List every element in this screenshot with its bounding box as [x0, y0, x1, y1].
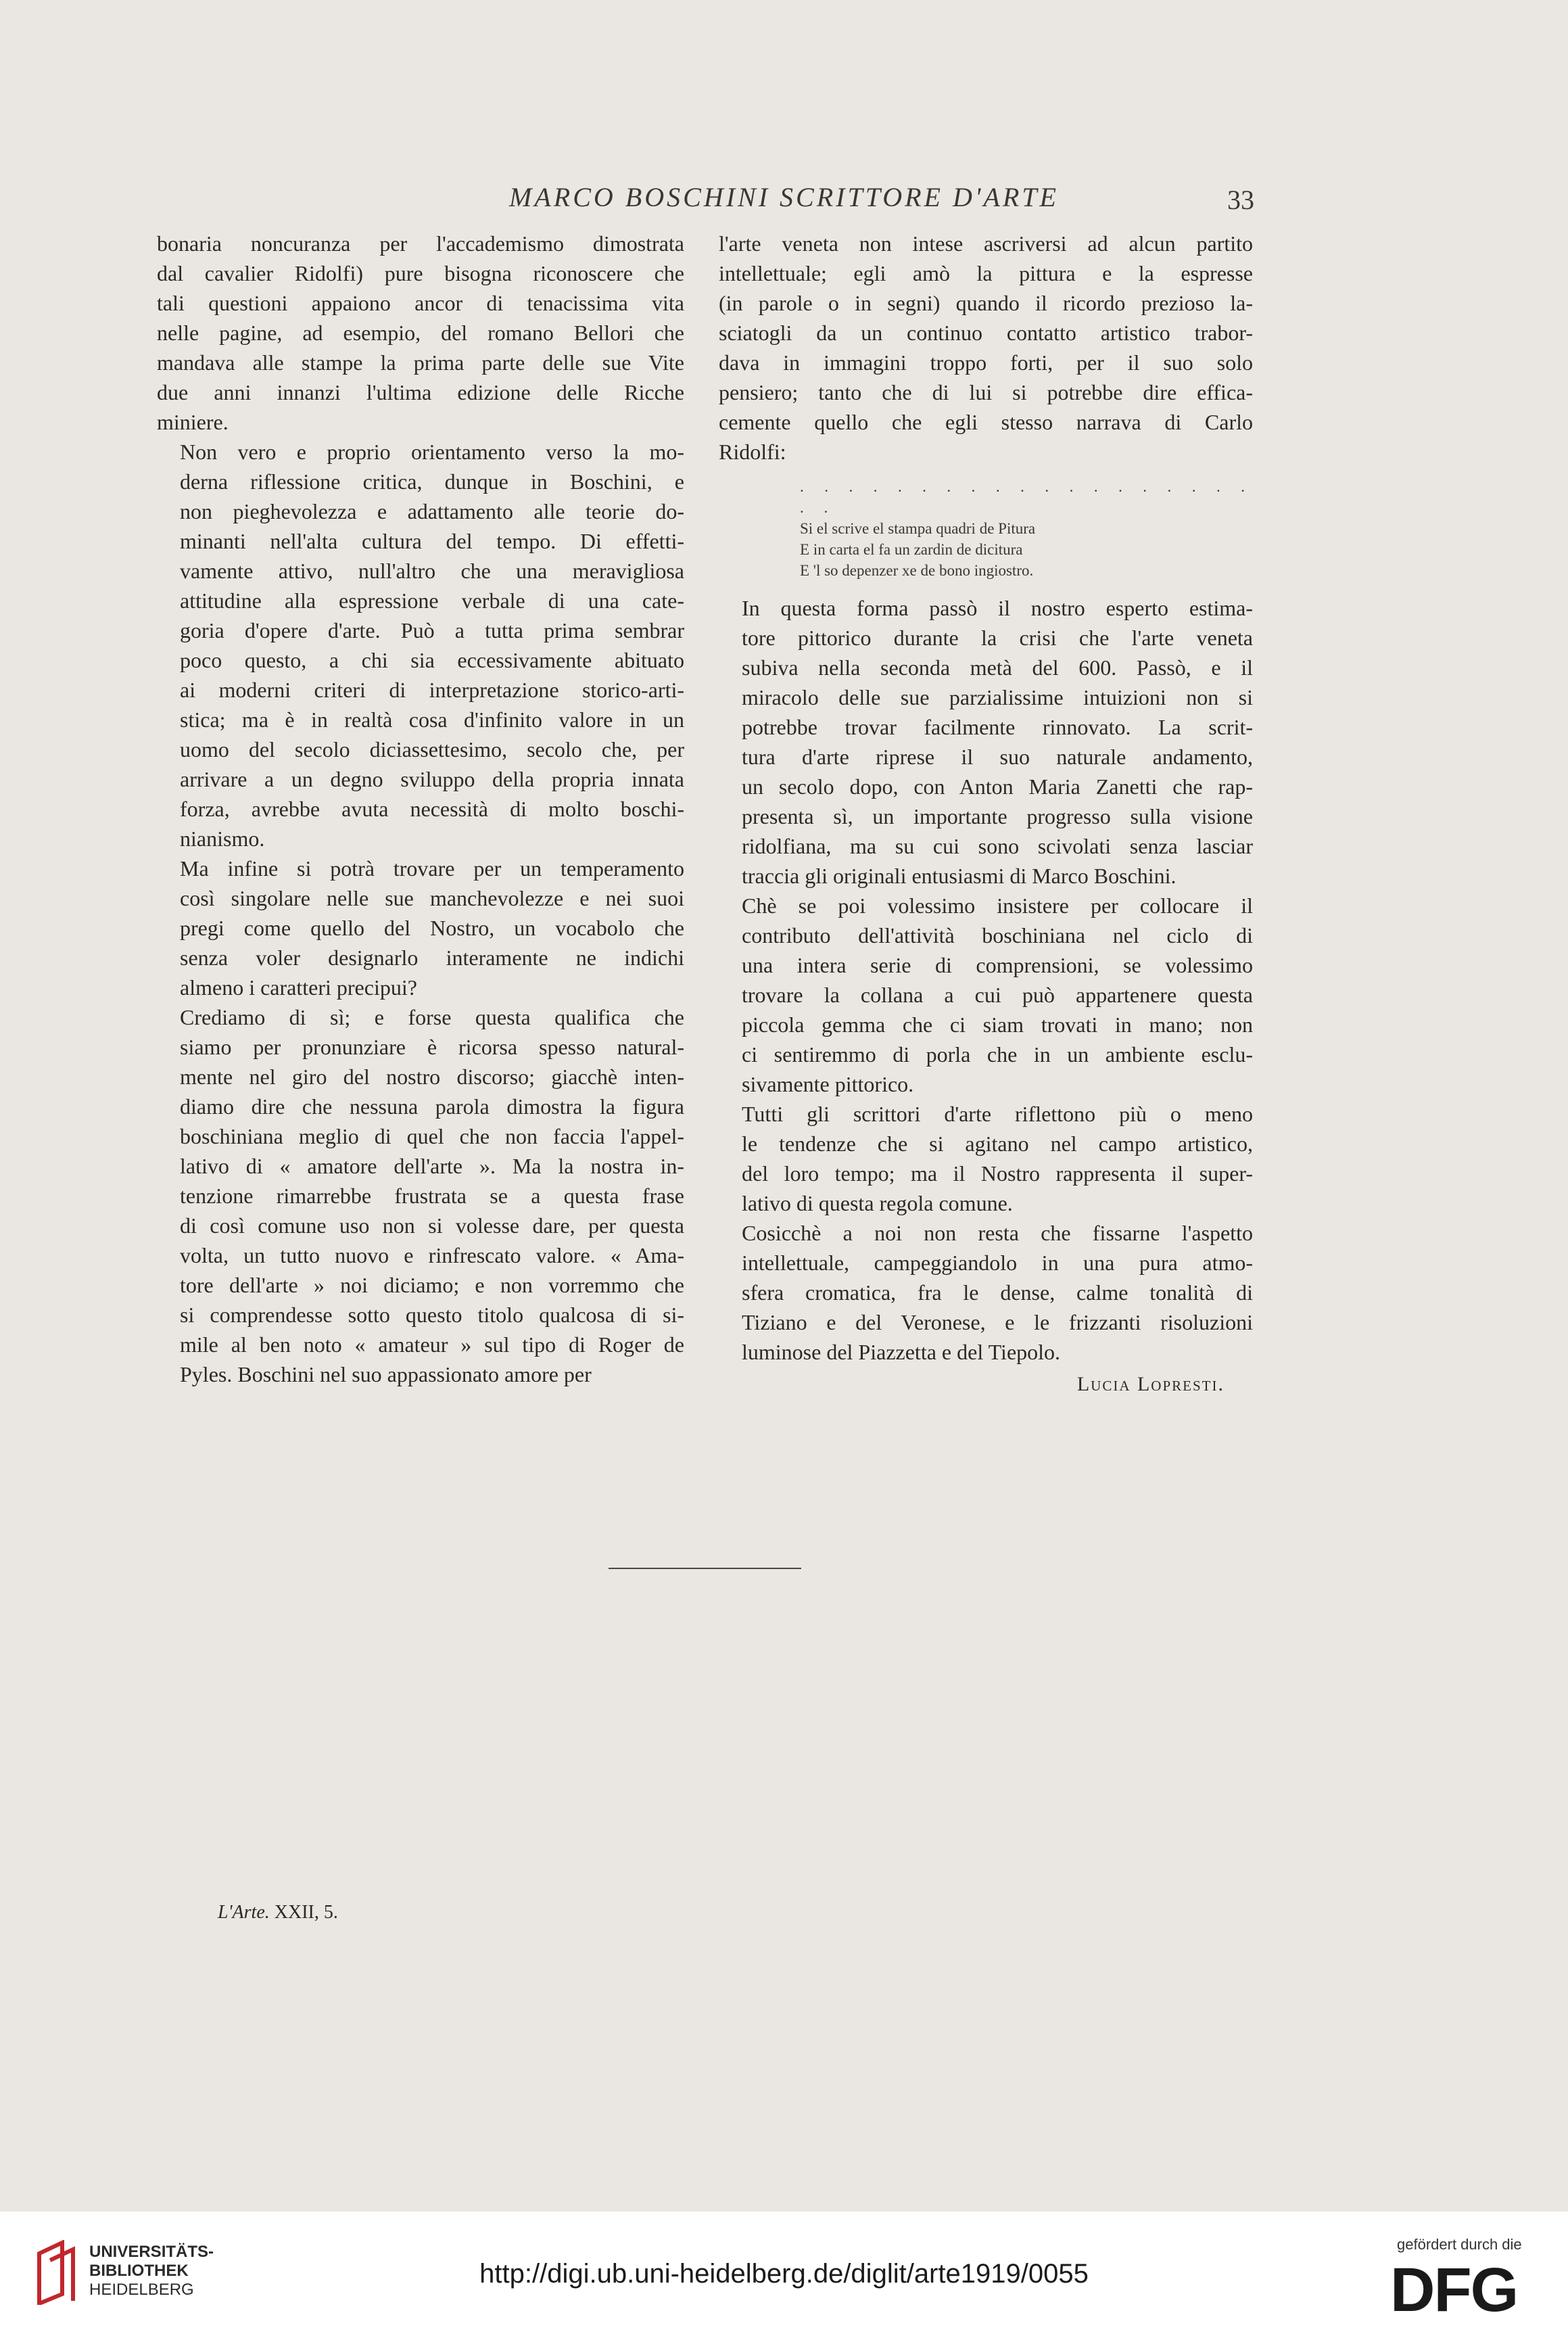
- text-line: intellettuale, campeggiandolo in una pura atmo-: [742, 1251, 1253, 1275]
- verse-line: Si el scrive el stampa quadri de Pitura: [800, 520, 1036, 537]
- running-head: [0, 181, 1568, 215]
- text-line: tali questioni appaiono ancor di tenacissima vita: [157, 291, 684, 315]
- text-line: mente nel giro del nostro discorso; giacchè inten-: [180, 1065, 684, 1089]
- text-line: presenta sì, un importante progresso sulla visione: [742, 804, 1253, 828]
- text-line: nianismo.: [180, 826, 265, 851]
- library-line: BIBLIOTHEK: [89, 2262, 189, 2280]
- text-line: forza, avrebbe avuta necessità di molto boschi-: [180, 797, 684, 821]
- text-line: sivamente pittorico.: [742, 1072, 914, 1096]
- end-of-article-rule: [609, 1568, 801, 1569]
- text-line: volta, un tutto nuovo e rinfrescato valore. « Ama-: [180, 1243, 684, 1267]
- text-line: non pieghevolezza e adattamento alle teorie do-: [180, 499, 684, 523]
- text-line: (in parole o in segni) quando il ricordo prezioso la-: [719, 291, 1253, 315]
- text-line: due anni innanzi l'ultima edizione delle Ricche: [157, 380, 684, 404]
- verse-ellipsis: . . . . . . . . . . . . . . . . . . . . .: [800, 478, 1253, 516]
- text-line: poco questo, a chi sia eccessivamente abituato: [180, 648, 684, 672]
- text-line: Cosicchè a noi non resta che fissarne l'aspetto: [742, 1221, 1253, 1245]
- funding-note: gefördert durch die: [1397, 2236, 1522, 2253]
- text-line: così singolare nelle sue manchevolezze e nei suoi: [180, 886, 684, 910]
- text-line: si comprendesse sotto questo titolo qualcosa di si-: [180, 1303, 684, 1327]
- text-line: lativo di questa regola comune.: [742, 1191, 1013, 1215]
- text-line: miniere.: [157, 410, 229, 434]
- text-paragraph: [157, 1002, 684, 1389]
- text-line: mile al ben noto « amateur » sul tipo di Roger de: [180, 1332, 684, 1357]
- text-line: goria d'opere d'arte. Può a tutta prima sembrar: [180, 618, 684, 643]
- text-line: piccola gemma che ci siam trovati in mano; non: [742, 1012, 1253, 1037]
- right-paragraphs-before-verse: [719, 229, 1253, 467]
- text-line: di così comune uso non si volesse dare, per questa: [180, 1213, 684, 1238]
- text-line: luminose del Piazzetta e del Tiepolo.: [742, 1340, 1061, 1364]
- author-signature: Lucia Lopresti.: [1076, 1373, 1225, 1395]
- running-title: MARCO BOSCHINI SCRITTORE D'ARTE: [509, 182, 1059, 212]
- text-line: Crediamo di sì; e forse questa qualifica che: [180, 1005, 684, 1029]
- text-line: Ridolfi:: [719, 440, 786, 464]
- text-line: almeno i caratteri precipui?: [180, 975, 417, 1000]
- text-line: le tendenze che si agitano nel campo artistico,: [742, 1131, 1253, 1156]
- permalink-url[interactable]: http://digi.ub.uni-heidelberg.de/diglit/arte1919/0055: [479, 2259, 1089, 2289]
- text-line: boschiniana meglio di quel che non faccia l'appel-: [180, 1124, 684, 1148]
- text-line: bonaria noncuranza per l'accademismo dimostrata: [157, 231, 684, 256]
- text-line: tore pittorico durante la crisi che l'arte veneta: [742, 626, 1253, 650]
- text-line: pregi come quello del Nostro, un vocabolo che: [180, 916, 684, 940]
- text-line: cemente quello che egli stesso narrava di Carlo: [719, 410, 1253, 434]
- text-line: dal cavalier Ridolfi) pure bisogna riconoscere che: [157, 261, 684, 285]
- verse-line: E 'l so depenzer xe de bono ingiostro.: [800, 562, 1034, 579]
- text-line: una intera serie di comprensioni, se volessimo: [742, 953, 1253, 977]
- left-text-column: [157, 229, 684, 1389]
- text-line: del loro tempo; ma il Nostro rappresenta il super-: [742, 1161, 1253, 1186]
- text-line: intellettuale; egli amò la pittura e la espresse: [719, 261, 1253, 285]
- text-line: pensiero; tanto che di lui si potrebbe dire effica-: [719, 380, 1253, 404]
- text-line: potrebbe trovar facilmente rinnovato. La scrit-: [742, 715, 1253, 739]
- text-paragraph: [719, 891, 1253, 1099]
- text-line: vamente attivo, null'altro che una meravigliosa: [180, 559, 684, 583]
- text-line: nelle pagine, ad esempio, del romano Bellori che: [157, 321, 684, 345]
- text-line: stica; ma è in realtà cosa d'infinito valore in un: [180, 707, 684, 732]
- text-paragraph: [719, 229, 1253, 467]
- text-line: dava in immagini troppo forti, per il suo solo: [719, 350, 1253, 375]
- text-line: subiva nella seconda metà del 600. Passò, e il: [742, 655, 1253, 680]
- library-line: UNIVERSITÄTS-: [89, 2243, 214, 2261]
- text-line: lativo di « amatore dell'arte ». Ma la nostra in-: [180, 1154, 684, 1178]
- journal-volume: XXII, 5.: [274, 1902, 338, 1923]
- journal-name: L'Arte.: [218, 1902, 270, 1923]
- text-line: ci sentiremmo di porla che in un ambiente esclu-: [742, 1042, 1253, 1067]
- text-line: In questa forma passò il nostro esperto estima-: [742, 596, 1253, 620]
- text-line: arrivare a un degno sviluppo della propria innata: [180, 767, 684, 791]
- text-line: sciatogli da un continuo contatto artistico trabor-: [719, 321, 1253, 345]
- text-paragraph: [157, 229, 684, 437]
- text-line: diamo dire che nessuna parola dimostra la figura: [180, 1094, 684, 1119]
- text-line: traccia gli originali entusiasmi di Marco Boschini.: [742, 864, 1177, 888]
- text-paragraph: [719, 1218, 1253, 1367]
- text-line: un secolo dopo, con Anton Maria Zanetti che rap-: [742, 774, 1253, 799]
- text-line: tore dell'arte » noi diciamo; e non vorremmo che: [180, 1273, 684, 1297]
- text-line: tura d'arte riprese il suo naturale andamento,: [742, 745, 1253, 769]
- text-line: trovare la collana a cui può appartenere questa: [742, 983, 1253, 1007]
- text-paragraph: [719, 593, 1253, 891]
- text-line: l'arte veneta non intese ascriversi ad alcun partito: [719, 231, 1253, 256]
- right-text-column: [719, 229, 1253, 1399]
- text-line: minanti nell'alta cultura del tempo. Di effetti-: [180, 529, 684, 553]
- right-paragraphs-after-verse: [719, 593, 1253, 1367]
- text-line: derna riflessione critica, dunque in Boschini, e: [180, 469, 684, 494]
- printer-signature-mark: [218, 1902, 338, 1923]
- text-line: miracolo delle sue parzialissime intuizioni non si: [742, 685, 1253, 709]
- text-line: Non vero e proprio orientamento verso la mo-: [180, 440, 684, 464]
- verse-line: E in carta el fa un zardin de dicitura: [800, 541, 1023, 558]
- text-line: sfera cromatica, fra le dense, calme tonalità di: [742, 1280, 1253, 1305]
- text-line: ai moderni criteri di interpretazione storico-arti-: [180, 678, 684, 702]
- text-line: Chè se poi volessimo insistere per collocare il: [742, 893, 1253, 918]
- text-line: mandava alle stampe la prima parte delle sue Vite: [157, 350, 684, 375]
- library-line: HEIDELBERG: [89, 2281, 194, 2299]
- page-number: 33: [1227, 185, 1254, 215]
- text-line: Tiziano e del Veronese, e le frizzanti risoluzioni: [742, 1310, 1253, 1334]
- text-line: ridolfiana, ma su cui sono scivolati senza lasciar: [742, 834, 1253, 858]
- text-line: contributo dell'attività boschiniana nel ciclo di: [742, 923, 1253, 948]
- text-line: Tutti gli scrittori d'arte riflettono più o meno: [742, 1102, 1253, 1126]
- text-paragraph: [157, 437, 684, 854]
- text-paragraph: [157, 854, 684, 1002]
- text-line: siamo per pronunziare è ricorsa spesso natural-: [180, 1035, 684, 1059]
- footer-bar: [0, 2212, 1568, 2336]
- text-line: Ma infine si potrà trovare per un temperamento: [180, 856, 684, 881]
- dfg-logo: DFG: [1390, 2256, 1518, 2325]
- text-paragraph: [719, 1099, 1253, 1218]
- text-line: uomo del secolo diciassettesimo, secolo che, per: [180, 737, 684, 762]
- verse-quotation: [800, 476, 1253, 581]
- text-line: tenzione rimarrebbe frustrata se a questa frase: [180, 1184, 684, 1208]
- text-line: senza voler designarlo interamente ne indichi: [180, 945, 684, 970]
- text-line: attitudine alla espressione verbale di una cate-: [180, 588, 684, 613]
- text-line: Pyles. Boschini nel suo appassionato amore per: [180, 1362, 592, 1386]
